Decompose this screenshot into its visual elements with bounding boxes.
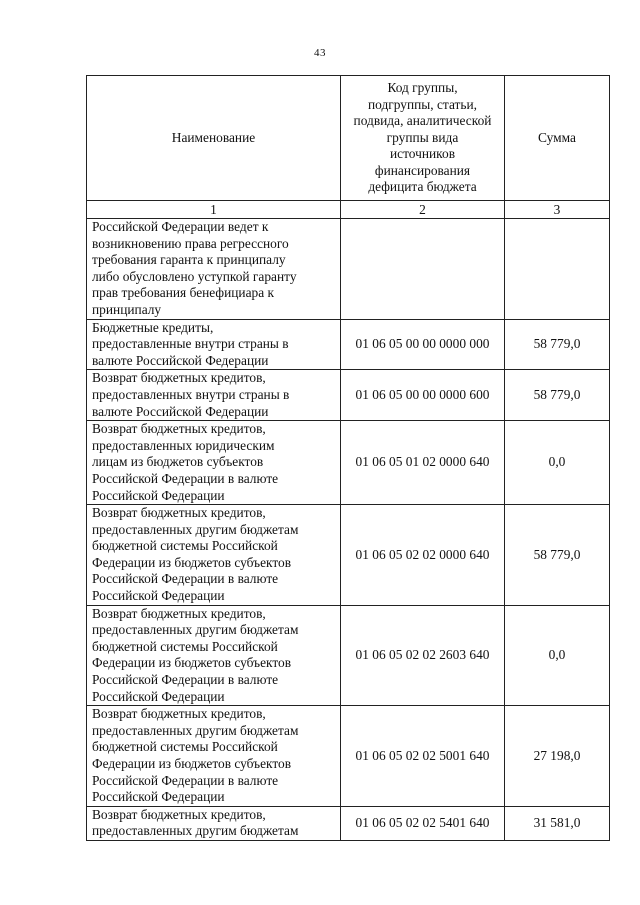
- row-code: 01 06 05 02 02 5401 640: [341, 806, 505, 840]
- row-name: Российской Федерации ведет к возникновению права регрессного требования гаранта к принципалу либо обусловлено уступкой гаранту прав требования бенефициара к принципалу: [87, 219, 341, 320]
- row-code: 01 06 05 00 00 0000 000: [341, 319, 505, 370]
- table-header-row: [87, 76, 610, 201]
- table-row: [87, 505, 610, 606]
- row-sum: 27 198,0: [505, 706, 610, 807]
- row-sum: 0,0: [505, 421, 610, 505]
- row-code: 01 06 05 02 02 2603 640: [341, 605, 505, 706]
- page-number: 43: [314, 47, 326, 59]
- row-sum: 58 779,0: [505, 319, 610, 370]
- row-name: Возврат бюджетных кредитов, предоставленных внутри страны в валюте Российской Федерации: [87, 370, 341, 421]
- table-row: [87, 806, 610, 840]
- row-code: 01 06 05 02 02 5001 640: [341, 706, 505, 807]
- table-row: [87, 605, 610, 706]
- column-number-3: 3: [505, 201, 610, 219]
- header-name: Наименование: [87, 76, 341, 201]
- table-row: [87, 219, 610, 320]
- row-code: [341, 219, 505, 320]
- row-name: Возврат бюджетных кредитов, предоставленных другим бюджетам бюджетной системы Российской Федерации из бюджетов субъектов Российской Федерации в валюте Российской Федерации: [87, 605, 341, 706]
- row-code: 01 06 05 00 00 0000 600: [341, 370, 505, 421]
- row-code: 01 06 05 02 02 0000 640: [341, 505, 505, 606]
- column-number-2: 2: [341, 201, 505, 219]
- row-sum: 58 779,0: [505, 370, 610, 421]
- row-sum: [505, 219, 610, 320]
- budget-sources-table: [86, 75, 610, 841]
- header-sum: Сумма: [505, 76, 610, 201]
- column-number-row: [87, 201, 610, 219]
- row-sum: 0,0: [505, 605, 610, 706]
- row-name: Бюджетные кредиты, предоставленные внутри страны в валюте Российской Федерации: [87, 319, 341, 370]
- header-code: Код группы, подгруппы, статьи, подвида, аналитической группы вида источников финансирования дефицита бюджета: [341, 76, 505, 201]
- row-name: Возврат бюджетных кредитов, предоставленных другим бюджетам бюджетной системы Российской Федерации из бюджетов субъектов Российской Федерации в валюте Российской Федерации: [87, 505, 341, 606]
- row-name: Возврат бюджетных кредитов, предоставленных другим бюджетам: [87, 806, 341, 840]
- table-row: [87, 706, 610, 807]
- row-sum: 31 581,0: [505, 806, 610, 840]
- column-number-1: 1: [87, 201, 341, 219]
- table-row: [87, 421, 610, 505]
- row-code: 01 06 05 01 02 0000 640: [341, 421, 505, 505]
- row-name: Возврат бюджетных кредитов, предоставленных юридическим лицам из бюджетов субъектов Российской Федерации в валюте Российской Федерации: [87, 421, 341, 505]
- row-name: Возврат бюджетных кредитов, предоставленных другим бюджетам бюджетной системы Российской Федерации из бюджетов субъектов Российской Федерации в валюте Российской Федерации: [87, 706, 341, 807]
- table-row: [87, 319, 610, 370]
- table-row: [87, 370, 610, 421]
- row-sum: 58 779,0: [505, 505, 610, 606]
